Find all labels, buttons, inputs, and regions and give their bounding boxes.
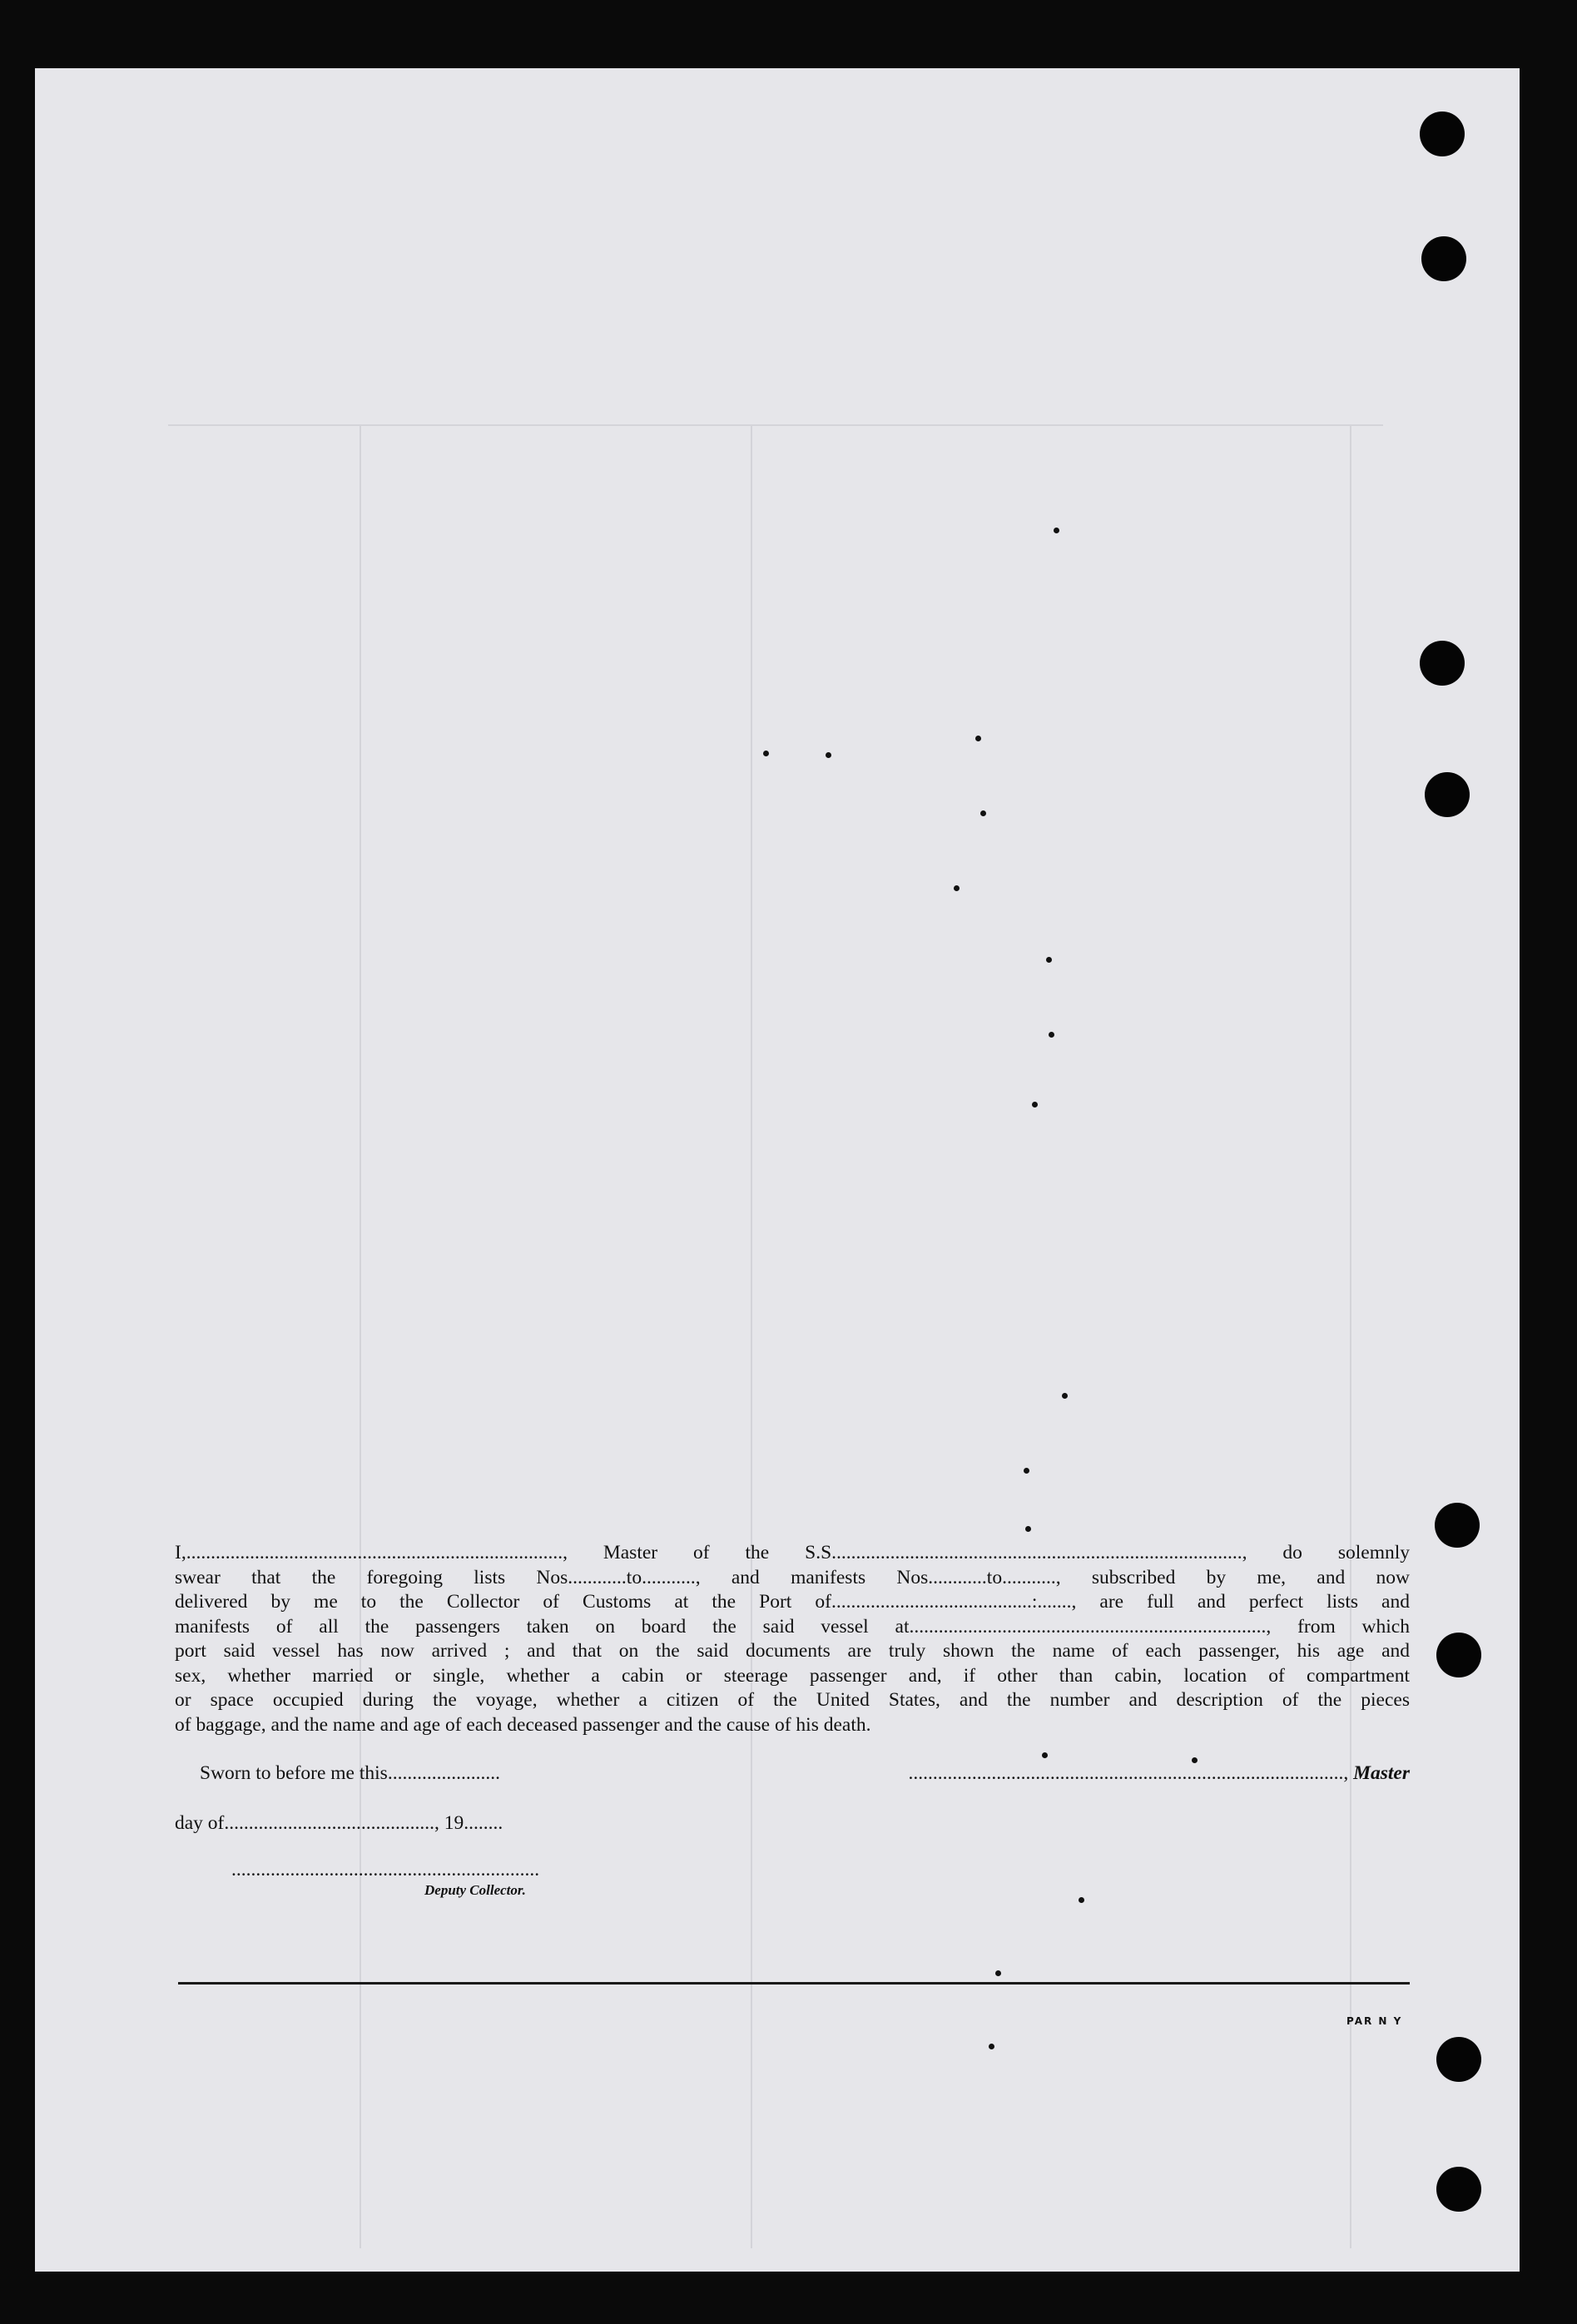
oath-line: port said vessel has now arrived ; and that on the said documents are truly shown the name of each passenger, his age and bbox=[175, 1640, 1410, 1662]
speck bbox=[1032, 1102, 1038, 1107]
speck bbox=[1042, 1752, 1048, 1758]
oath-line: swear that the foregoing lists Nos............to..........., and manifests Nos............to..........., subscribed by me, and now bbox=[175, 1566, 1410, 1588]
oath-line: delivered by me to the Collector of Customs at the Port of.........................................:......., are full and perfect lists and bbox=[175, 1591, 1410, 1613]
master-label: Master bbox=[1353, 1762, 1410, 1784]
speck bbox=[1079, 1897, 1084, 1903]
punch-hole bbox=[1436, 2167, 1481, 2212]
ghost-rule bbox=[168, 424, 1383, 426]
oath-line: I,............................................................................., Master of the S.S...................................................................................., do solemnly bbox=[175, 1542, 1410, 1563]
oath-line: sex, whether married or single, whether a cabin or steerage passenger and, if other than cabin, location of compartment bbox=[175, 1664, 1410, 1687]
document-page bbox=[35, 68, 1520, 2272]
sworn-before-me-field: Sworn to before me this....................... bbox=[200, 1762, 500, 1784]
speck bbox=[995, 1970, 1001, 1976]
deputy-collector-label: Deputy Collector. bbox=[424, 1882, 526, 1898]
punch-hole bbox=[1425, 772, 1470, 817]
punch-hole bbox=[1421, 236, 1466, 281]
printer-mark: PAR N Y bbox=[1346, 2015, 1403, 2027]
oath-line: of baggage, and the name and age of each deceased passenger and the cause of his death. bbox=[175, 1713, 871, 1736]
ghost-rule bbox=[751, 426, 752, 2248]
master-signature-line bbox=[908, 1762, 1410, 1785]
oath-line: manifests of all the passengers taken on board the said vessel at........................................................................., from which bbox=[175, 1615, 1410, 1638]
speck bbox=[1054, 528, 1059, 533]
speck bbox=[763, 751, 769, 756]
punch-hole bbox=[1436, 1633, 1481, 1677]
signature-dots: ........................................................................................., bbox=[908, 1762, 1349, 1784]
speck bbox=[826, 752, 831, 758]
speck bbox=[980, 810, 986, 816]
punch-hole bbox=[1436, 2037, 1481, 2082]
master-oath-paragraph bbox=[175, 1541, 1410, 1737]
punch-hole bbox=[1420, 111, 1465, 156]
horizontal-rule bbox=[178, 1982, 1410, 1985]
speck bbox=[1046, 957, 1052, 963]
speck bbox=[954, 885, 960, 891]
deputy-signature-line: ............................................................... bbox=[231, 1859, 540, 1881]
speck bbox=[989, 2044, 994, 2049]
speck bbox=[975, 736, 981, 741]
speck bbox=[1025, 1526, 1031, 1532]
punch-hole bbox=[1435, 1503, 1480, 1548]
oath-line: or space occupied during the voyage, whether a citizen of the United States, and the number and description of the pieces bbox=[175, 1689, 1410, 1711]
ghost-rule bbox=[1350, 426, 1351, 2248]
day-of-field: day of..........................................., 19........ bbox=[175, 1812, 503, 1834]
ghost-rule bbox=[360, 426, 361, 2248]
speck bbox=[1062, 1393, 1068, 1399]
speck bbox=[1024, 1468, 1029, 1474]
punch-hole bbox=[1420, 641, 1465, 686]
speck bbox=[1049, 1032, 1054, 1038]
